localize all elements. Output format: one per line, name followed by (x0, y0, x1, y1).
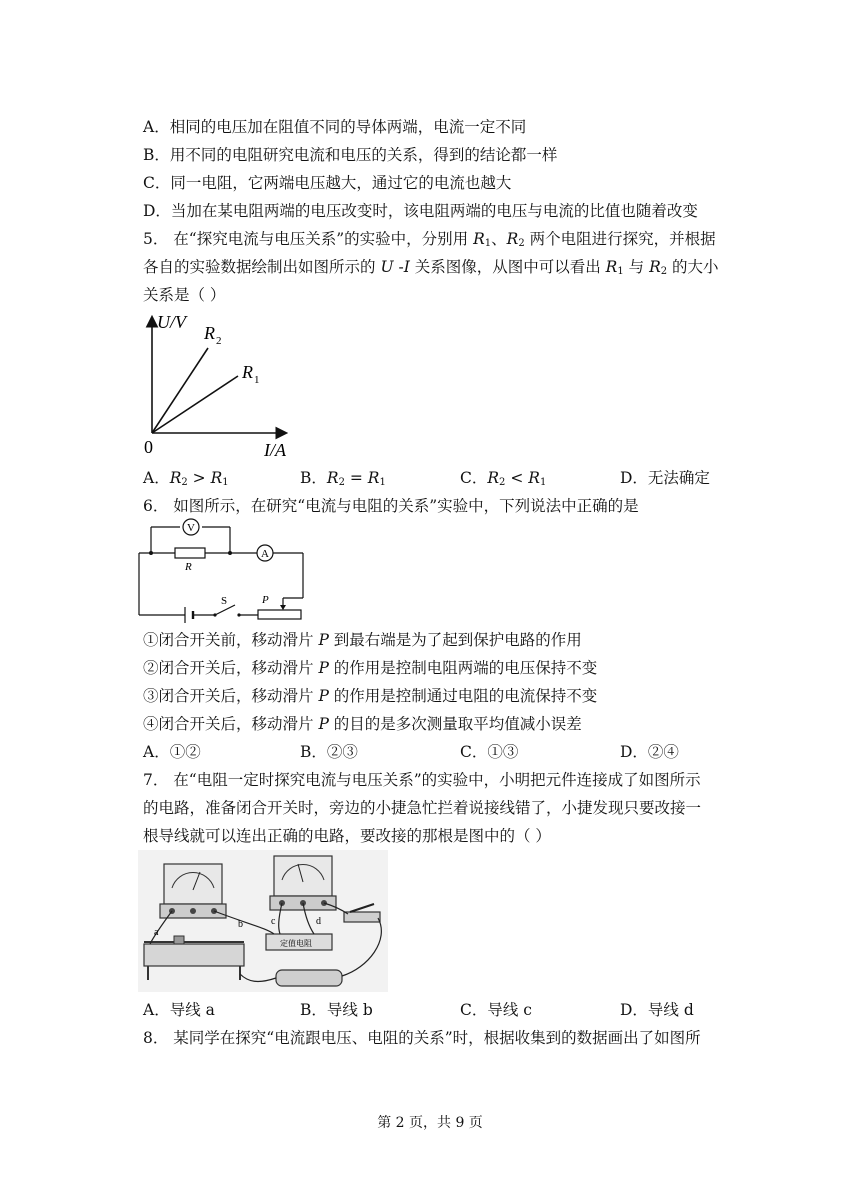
q6-statement-4: ④闭合开关后，移动滑片 P 的目的是多次测量取平均值减小误差 (143, 715, 582, 733)
q4-option-a: A．相同的电压加在阻值不同的导体两端，电流一定不同 (143, 118, 527, 136)
page-footer: 第 2 页，共 9 页 (377, 1115, 483, 1131)
svg-text:c: c (271, 916, 276, 927)
origin-label: 0 (144, 437, 153, 457)
label-r1: R (242, 362, 253, 382)
q5-ui-graph (140, 308, 300, 460)
q5-stem-line1: 5． 在“探究电流与电压关系”的实验中，分别用 $R_1$、$R_2$ 两个电阻进行探究，并根据 (143, 230, 716, 249)
rheostat-symbol (258, 610, 301, 619)
x-axis-label: I/A (264, 440, 286, 460)
q6-statement-2: ②闭合开关后，移动滑片 P 的作用是控制电阻两端的电压保持不变 (143, 659, 598, 677)
q6-option-d: D．②④ (620, 743, 679, 761)
q6-option-c: C．①③ (460, 743, 519, 761)
q7-stem-line1: 7． 在“电阻一定时探究电流与电压关系”的实验中，小明把元件连接成了如图所示 (143, 771, 701, 789)
q6-statement-1: ①闭合开关前，移动滑片 P 到最右端是为了起到保护电路的作用 (143, 631, 582, 649)
svg-text:S: S (221, 595, 228, 607)
q8-stem-line1: 8． 某同学在探究“电流跟电压、电阻的关系”时，根据收集到的数据画出了如图所 (143, 1029, 701, 1047)
q4-option-c: C．同一电阻，它两端电压越大，通过它的电流也越大 (143, 174, 512, 192)
label-r2-sub: 2 (216, 335, 222, 347)
q7-option-c: C．导线 c (460, 1001, 532, 1019)
label-r1-sub: 1 (254, 374, 260, 386)
q5-option-a: A．$R_2 > R_1$ (143, 469, 229, 488)
q7-stem-line2: 的电路，准备闭合开关时，旁边的小捷急忙拦着说接线错了，小捷发现只要改接一 (143, 799, 702, 817)
q7-option-b: B．导线 b (300, 1001, 373, 1019)
svg-text:d: d (316, 916, 321, 927)
q7-option-d: D．导线 d (620, 1001, 694, 1019)
svg-text:A: A (261, 548, 269, 560)
q5-option-b: B．$R_2 = R_1$ (300, 469, 386, 488)
q6-option-b: B．②③ (300, 743, 358, 761)
q6-stem: 6． 如图所示，在研究“电流与电阻的关系”实验中，下列说法中正确的是 (143, 497, 639, 515)
svg-text:P: P (262, 594, 269, 606)
svg-text:R: R (185, 561, 192, 573)
voltmeter-device (270, 856, 336, 910)
q5-option-d: D．无法确定 (620, 469, 710, 487)
line-r1 (152, 376, 238, 433)
svg-text:V: V (187, 522, 195, 534)
q5-stem-line3: 关系是（ ） (143, 286, 226, 304)
line-r2 (152, 348, 208, 433)
q4-option-d: D．当加在某电阻两端的电压改变时，该电阻两端的电压与电流的比值也随着改变 (143, 202, 698, 220)
q6-circuit-diagram (135, 518, 310, 624)
label-r2: R (204, 323, 215, 343)
svg-text:定值电阻: 定值电阻 (280, 939, 312, 948)
q6-option-a: A．①② (143, 743, 201, 761)
y-axis-label: U/V (157, 312, 186, 332)
q7-circuit-photo (138, 850, 388, 992)
q5-option-c: C．$R_2 < R_1$ (460, 469, 547, 488)
svg-text:a: a (154, 927, 159, 938)
q7-stem-line3: 根导线就可以连出正确的电路，要改接的那根是图中的（ ） (143, 827, 551, 845)
battery-device (276, 970, 342, 986)
q5-stem-line2: 各自的实验数据绘制出如图所示的 U -I 关系图像，从图中可以看出 $R_1$ 与 $R_2$ 的大小 (143, 258, 719, 277)
q4-option-b: B．用不同的电阻研究电流和电压的关系，得到的结论都一样 (143, 146, 558, 164)
ammeter-device (160, 864, 226, 918)
svg-text:b: b (238, 919, 243, 930)
q7-option-a: A．导线 a (143, 1001, 215, 1019)
q6-statement-3: ③闭合开关后，移动滑片 P 的作用是控制通过电阻的电流保持不变 (143, 687, 598, 705)
resistor-symbol (175, 548, 205, 558)
